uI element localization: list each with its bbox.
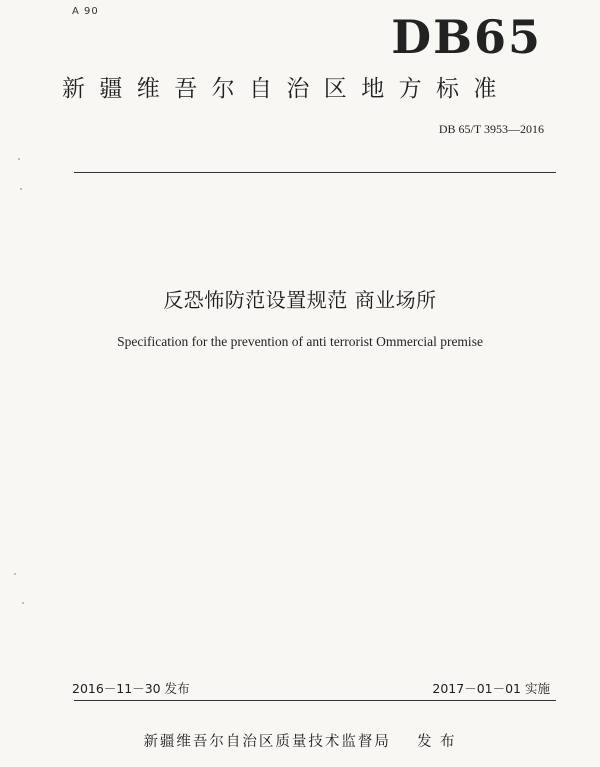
- ics-code: A 90: [72, 6, 99, 17]
- top-divider: [74, 172, 556, 173]
- standard-code: DB 65/T 3953—2016: [438, 122, 544, 136]
- scan-speck: [14, 573, 16, 575]
- standard-logo: DB65: [391, 10, 542, 64]
- scan-speck: [22, 602, 24, 604]
- implementation-date: 2017－01－01 实施: [432, 681, 550, 696]
- issuer-name: 新疆维吾尔自治区质量技术监督局: [143, 734, 391, 750]
- document-title-cn: 反恐怖防范设置规范 商业场所: [163, 288, 437, 312]
- standard-type: 新疆维吾尔自治区地方标准: [62, 76, 511, 102]
- issue-date: 2016－11－30 发布: [72, 681, 190, 696]
- issuer-line: [0, 730, 600, 751]
- issuer-action: 发 布: [416, 734, 457, 750]
- scan-speck: [18, 158, 20, 160]
- document-title-en: Specification for the prevention of anti terrorist Ommercial premise: [117, 334, 483, 349]
- scan-speck: [20, 188, 22, 190]
- bottom-divider: [74, 700, 556, 701]
